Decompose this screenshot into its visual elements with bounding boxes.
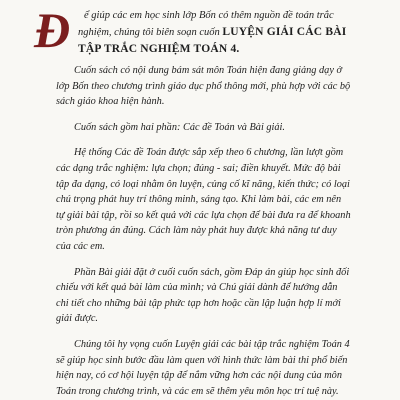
paragraph-closing (56, 337, 350, 399)
text-line: Chúng tôi hy vọng cuốn Luyện giải các bài tập trắc nghiệm Toán 4 (74, 338, 350, 350)
text-line: chi tiết cho những bài tập phức tạp hơn hoặc cần lập luận hợp lí mới (56, 297, 341, 309)
text-line: Hệ thống Các đề Toán được sắp xếp theo 6 chương, lần lượt gồm (74, 147, 344, 159)
text-line: hiện nay, có cơ hội luyện tập để nắm vững hơn các nội dung của môn (56, 370, 342, 382)
text-line: Phần Bài giải đặt ở cuối cuốn sách, gồm Đáp án giúp học sinh đối (74, 266, 350, 278)
intro-line-3 (78, 42, 239, 57)
intro-line-2 (78, 25, 346, 40)
text-line: chiếu với kết quả bài làm của mình; và Chú giải dành để hướng dẫn (56, 282, 338, 294)
intro-line-2-text: nghiệm, chúng tôi biên soạn cuốn (78, 27, 223, 38)
text-line: của các em. (56, 240, 105, 252)
text-line: lớp Bốn theo chương trình giáo dục phổ thông mới, phù hợp với các bộ (56, 80, 351, 92)
body-text (56, 63, 351, 399)
text-line: chú trọng phát huy trí thông minh, sáng tạo. Khi làm bài, các em nên (56, 194, 342, 206)
paragraph-book-parts (56, 120, 340, 136)
text-line: Toán trong chương trình, và các em sẽ thêm yêu môn học trí tuệ này. (56, 385, 339, 397)
intro-line-1: ể giúp các em học sinh lớp Bốn có thêm nguồn đề toán trắc (84, 10, 334, 21)
text-line: tập đa dạng, có loại nhằm ôn luyện, củng cố kĩ năng, kiến thức; có loại (56, 178, 350, 190)
intro-paragraph (34, 2, 347, 59)
text-line: tròn phương án đúng. Cách làm này phát huy được khả năng tư duy (56, 225, 337, 237)
text-line: tự giải bài tập, rồi so kết quả với các lựa chọn để bài đưa ra để khoanh (56, 209, 351, 221)
text-line: Cuốn sách có nội dung bám sát môn Toán hiện đang giảng dạy ở (74, 65, 342, 76)
paragraph-exercise-system (56, 145, 351, 254)
drop-cap: Đ (34, 2, 71, 58)
text-line: sách giáo khoa hiện hành. (56, 96, 165, 108)
book-title-part-1: LUYỆN GIẢI CÁC BÀI (222, 26, 347, 38)
text-line: các dạng trắc nghiệm: lựa chọn; đúng - sai; điền khuyết. Mức độ bài (56, 162, 341, 174)
text-line: Cuốn sách gồm hai phần: Các đề Toán và Bài giải. (74, 121, 285, 133)
book-title-part-2: TẬP TRẮC NGHIỆM TOÁN 4. (78, 43, 240, 55)
paragraph-solutions (56, 265, 350, 327)
paragraph-content-scope (56, 63, 351, 110)
text-line: giải được. (56, 313, 98, 325)
text-line: sẽ giúp học sinh bước đầu làm quen với hình thức làm bài thi phổ biến (56, 354, 348, 366)
